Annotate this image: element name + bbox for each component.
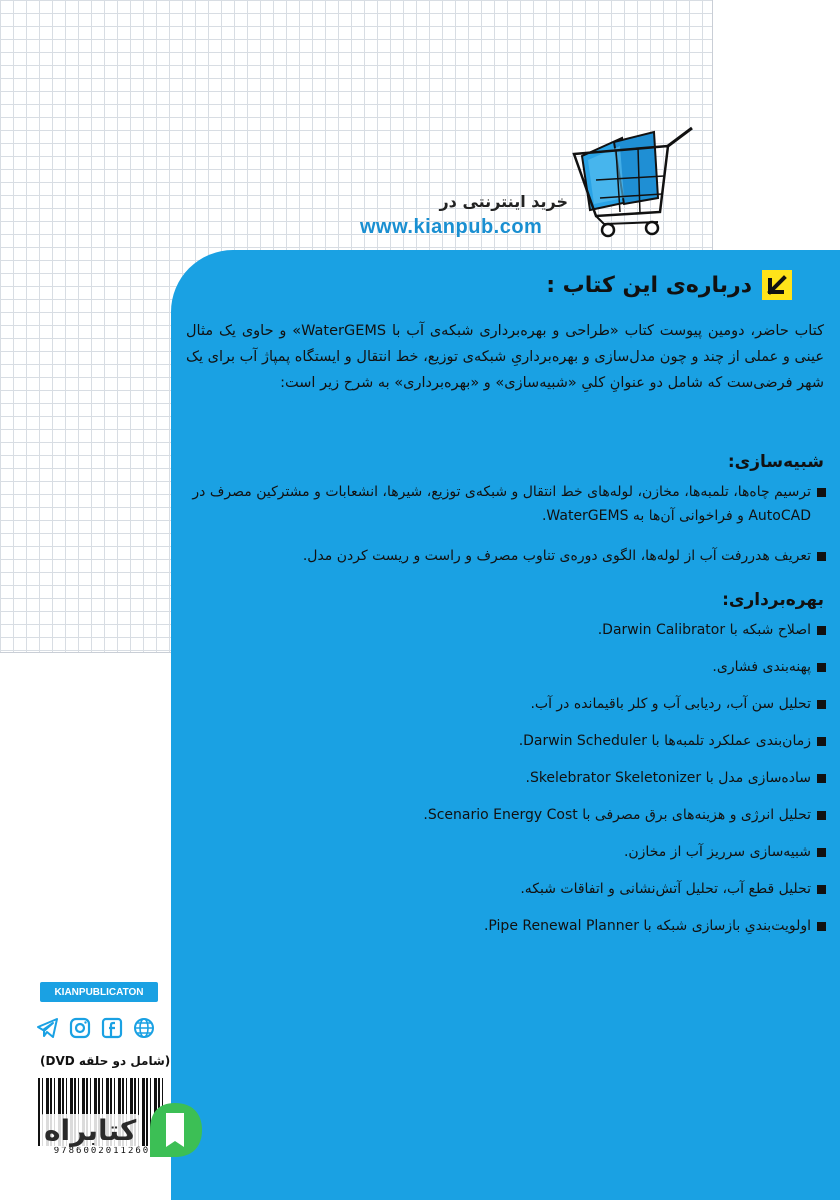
list-item: اولویت‌بندیِ بازسازی شبکه با Pipe Renewal Planner. <box>180 914 826 938</box>
bullet-square-icon <box>817 848 826 857</box>
operation-list <box>180 618 826 938</box>
bullet-square-icon <box>817 811 826 820</box>
social-links <box>36 1016 156 1040</box>
shop-online-label: خرید اینترنتی در <box>439 192 568 211</box>
bullet-square-icon <box>817 626 826 635</box>
about-heading <box>546 270 792 300</box>
bullet-square-icon <box>817 700 826 709</box>
publisher-website-link[interactable]: www.kianpub.com <box>360 216 543 238</box>
list-item: پهنه‌بندی فشاری. <box>180 655 826 679</box>
list-item: ساده‌سازی مدل با Skelebrator Skeletonizer. <box>180 766 826 790</box>
list-item: تحلیل سن آب، ردیابی آب و کلر باقیمانده در آب. <box>180 692 826 716</box>
shopping-cart-icon <box>568 120 698 240</box>
about-title: درباره‌ی این کتاب : <box>546 272 752 298</box>
ketabrah-book-icon <box>144 1099 206 1161</box>
list-item: تعریف هدررفت آب از لوله‌ها، الگوی دوره‌ی تناوب مصرف و راست و ریست کردن مدل. <box>180 544 826 568</box>
ketabrah-logo <box>40 1098 206 1162</box>
arrow-icon <box>762 270 792 300</box>
bullet-square-icon <box>817 663 826 672</box>
about-intro-text: کتاب حاضر، دومین پیوست کتاب «طراحی و بهره‌برداری شبکه‌ی آب با WaterGEMS» و حاوی یک مثال عینی و عملی از چند و چون مدل‌سازی و بهره‌برداریِ شبکه‌ی توزیع، خط انتقال و ایستگاه پمپاژ آب برای یک شهر فرضی‌ست که شامل دو عنوانِ کلیِ «شبیه‌سازی» و «بهره‌برداری» به شرح زیر است: <box>186 323 824 391</box>
bullet-square-icon <box>817 737 826 746</box>
simulation-heading: شبیه‌سازی: <box>727 452 824 472</box>
simulation-list <box>180 480 826 568</box>
bullet-square-icon <box>817 774 826 783</box>
instagram-icon[interactable] <box>68 1016 92 1040</box>
list-item: زمان‌بندی عملکرد تلمبه‌ها با Darwin Scheduler. <box>180 729 826 753</box>
list-item: تحلیل انرژی و هزینه‌های برق مصرفی با Scenario Energy Cost. <box>180 803 826 827</box>
barcode-digits: 9786002011260 <box>38 1146 166 1158</box>
list-item: شبیه‌سازی سرریز آب از مخازن. <box>180 840 826 864</box>
publisher-tag: KIANPUBLICATON <box>40 982 158 1002</box>
operation-heading: بهره‌برداری: <box>722 590 824 610</box>
list-item: ترسیم چاه‌ها، تلمبه‌ها، مخازن، لوله‌های خط انتقال و شبکه‌ی توزیع، شیرها، انشعابات و مشترکین مصرف در AutoCAD و فراخوانی آن‌ها به WaterGEMS. <box>180 480 826 528</box>
facebook-icon[interactable] <box>100 1016 124 1040</box>
bullet-square-icon <box>817 488 826 497</box>
list-item: اصلاح شبکه با Darwin Calibrator. <box>180 618 826 642</box>
dvd-note: (شامل دو حلقه DVD) <box>40 1054 171 1068</box>
bullet-square-icon <box>817 922 826 931</box>
telegram-icon[interactable] <box>36 1016 60 1040</box>
web-globe-icon[interactable] <box>132 1016 156 1040</box>
ketabrah-label: کتابراه <box>40 1114 140 1147</box>
bullet-square-icon <box>817 885 826 894</box>
bullet-square-icon <box>817 552 826 561</box>
list-item: تحلیل قطع آب، تحلیل آتش‌نشانی و اتفاقات شبکه. <box>180 877 826 901</box>
